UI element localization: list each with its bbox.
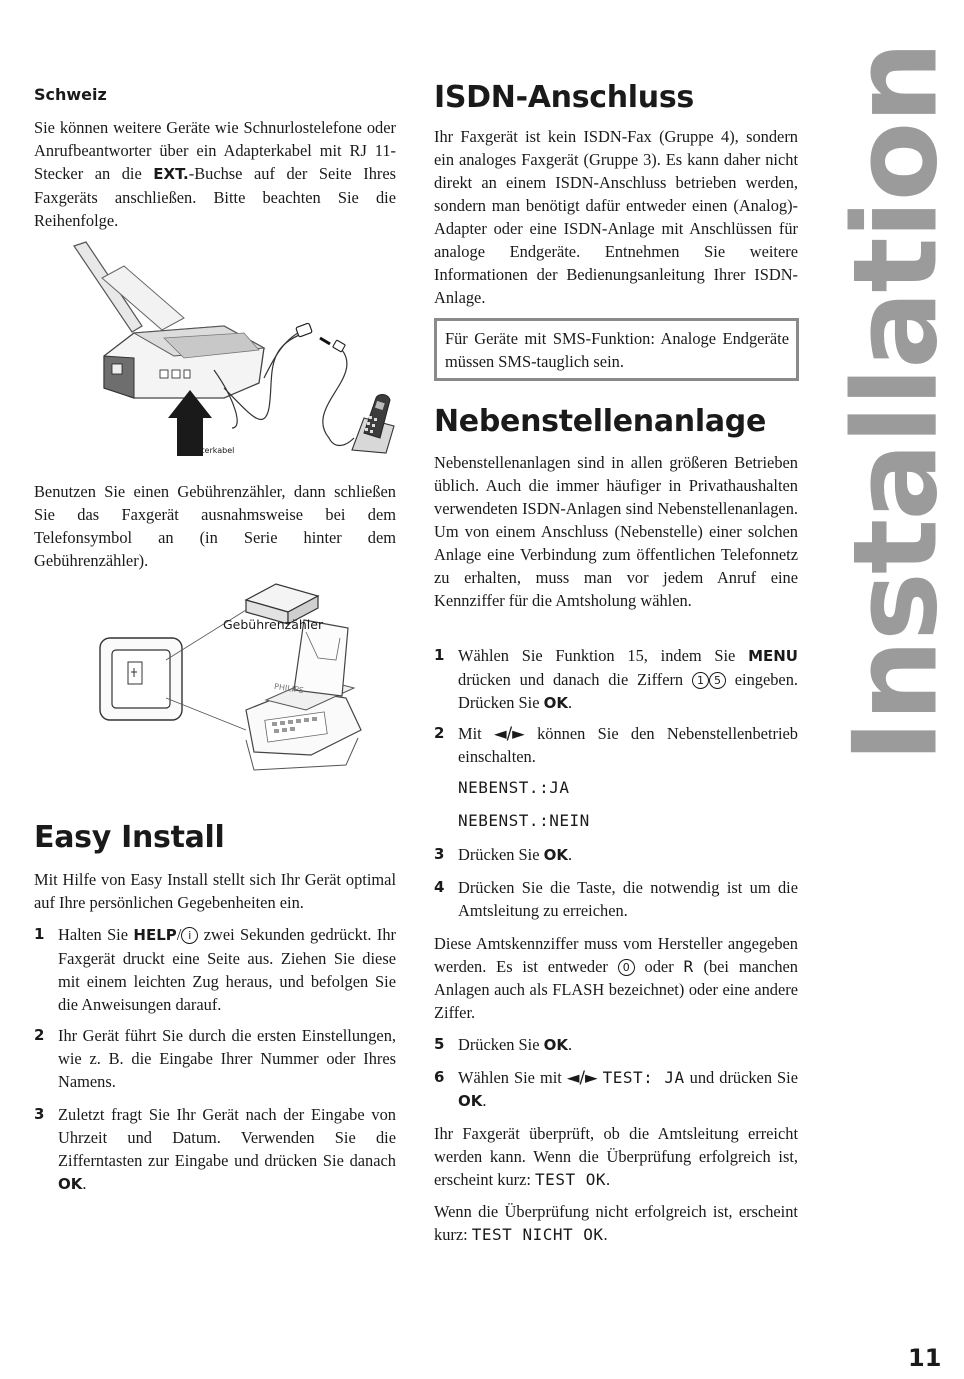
digit-1-key: 1 xyxy=(692,672,709,689)
sidebar-title: Installation xyxy=(828,43,964,763)
isdn-heading: ISDN-Anschluss xyxy=(434,80,694,115)
sms-note-text: Für Geräte mit SMS-Funktion: Analoge Endgeräte müssen SMS-tauglich sein. xyxy=(445,329,789,371)
neben-step-5: 5 Drücken Sie OK. xyxy=(434,1035,573,1054)
lcd-test-nicht-ok: TEST NICHT OK xyxy=(471,1225,604,1244)
ok-key: OK xyxy=(543,1036,568,1054)
arrow-keys-icon: ◄/► xyxy=(566,1068,598,1087)
sms-note-box xyxy=(434,318,799,381)
easy-install-heading: Easy Install xyxy=(34,820,225,855)
digit-0-key: 0 xyxy=(618,959,635,976)
easy-install-step-2: 2 Ihr Gerät führt Sie durch die ersten Einstellungen, wie z. B. die Eingabe Ihrer Nummer oder Ihres Namens. xyxy=(34,1026,396,1091)
nebenstellen-heading: Nebenstellenanlage xyxy=(434,404,766,439)
arrow-keys-icon: ◄/► xyxy=(494,724,525,743)
neben-step-6: 6 Wählen Sie mit ◄/► TEST: JA und drücken Sie OK. xyxy=(434,1068,798,1110)
page-number: 11 xyxy=(908,1344,942,1372)
lcd-nebenst-nein: NEBENST.:NEIN xyxy=(458,811,590,830)
nebenstellen-paragraph: Nebenstellenanlagen sind in allen größeren Betrieben üblich. Auch die immer häufiger in Privathaushalten verwendeten ISDN-Anlagen sind Nebenstellenanlagen. Um von einem Anschluss (Nebenstelle) einer solchen Anlage eine Verbindung zum öffentlichen Telefonnetz zu erhalten, muss man vor jedem Anruf eine Kennziffer für die Amtsholung wählen. xyxy=(434,453,798,610)
counter-label: Gebührenzähler xyxy=(223,617,324,632)
lcd-test-ja: TEST: JA xyxy=(602,1068,685,1087)
neben-step-1: 1 Wählen Sie Funktion 15, indem Sie MENU drücken und danach die Ziffern 1 5 eingeben. Drücken Sie OK. xyxy=(434,646,798,712)
isdn-paragraph: Ihr Faxgerät ist kein ISDN-Fax (Gruppe 4), sondern ein analoges Faxgerät (Gruppe 3). Es kann daher nicht direkt an einem ISDN-Anschluss betrieben werden, sondern man benötigt dafür entweder einen (Analog)-Adapter oder eine ISDN-Anlage mit Anschlüssen für analoge Endgeräte. Entnehmen Sie weitere Informationen der Bedienungsanleitung Ihrer ISDN-Anlage. xyxy=(434,127,798,307)
ok-key: OK xyxy=(58,1175,83,1193)
adapter-cable-label: Adapterkabel xyxy=(181,446,235,455)
fax-brand-logo: PHILIPS xyxy=(273,681,305,696)
digit-5-key: 5 xyxy=(709,672,726,689)
section-sidebar xyxy=(828,43,964,763)
r-key: R xyxy=(683,957,694,976)
schweiz-paragraph: Sie können weitere Geräte wie Schnurlostelefone oder Anrufbeantworter über ein Adapterkabel mit RJ 11-Stecker an die EXT.-Buchse auf der Seite Ihres Faxgeräts anschließen. Bitte beachten Sie die Reihenfolge. xyxy=(34,118,396,230)
schweiz-heading: Schweiz xyxy=(34,85,107,104)
fax-connection-illustration xyxy=(64,238,404,463)
ok-key: OK xyxy=(458,1092,483,1110)
info-icon: i xyxy=(181,927,198,944)
counter-paragraph: Benutzen Sie einen Gebührenzähler, dann schließen Sie das Faxgerät ausnahmsweise bei dem Telefonsymbol an (in Serie hinter dem Gebührenzähler). xyxy=(34,482,396,570)
help-key: HELP xyxy=(133,926,177,944)
neben-step-4: 4 Drücken Sie die Taste, die notwendig ist um die Amtsleitung zu erreichen. xyxy=(434,878,798,920)
check-paragraph: Ihr Faxgerät überprüft, ob die Amtsleitung erreicht werden kann. Wenn die Überprüfung erfolgreich ist, erscheint kurz: TEST OK. xyxy=(434,1124,798,1189)
amtskennziffer-paragraph: Diese Amtskennziffer muss vom Hersteller angegeben werden. Es ist entweder 0 oder R (bei manchen Anlagen auch als FLASH bezeichnet) oder eine andere Ziffer. xyxy=(434,934,798,1022)
lcd-test-ok: TEST OK xyxy=(535,1170,606,1189)
easy-install-step-1: 1 Halten Sie HELP/ i zwei Sekunden gedrückt. Ihr Faxgerät druckt eine Seite aus. Ziehen Sie diese mit einem leichten Zug heraus, und befolgen Sie die Anweisungen darauf. xyxy=(34,925,396,1014)
menu-key: MENU xyxy=(748,647,798,665)
fail-paragraph: Wenn die Überprüfung nicht erfolgreich ist, erscheint kurz: TEST NICHT OK. xyxy=(434,1202,798,1244)
ok-key: OK xyxy=(543,694,568,712)
neben-step-3: 3 Drücken Sie OK. xyxy=(434,845,573,864)
easy-install-step-3: 3 Zuletzt fragt Sie Ihr Gerät nach der Eingabe von Uhrzeit und Datum. Verwenden Sie die Zifferntasten zur Eingabe und drücken Sie danach OK. xyxy=(34,1105,396,1193)
easy-install-intro: Mit Hilfe von Easy Install stellt sich Ihr Gerät optimal auf Ihre persönlichen Gegebenheiten ein. xyxy=(34,870,396,912)
counter-illustration xyxy=(96,580,371,780)
lcd-nebenst-ja: NEBENST.:JA xyxy=(458,778,570,797)
ok-key: OK xyxy=(543,846,568,864)
neben-step-2: 2 Mit ◄/► können Sie den Nebenstellenbetrieb einschalten. xyxy=(434,724,798,766)
ext-key: EXT. xyxy=(153,165,189,183)
